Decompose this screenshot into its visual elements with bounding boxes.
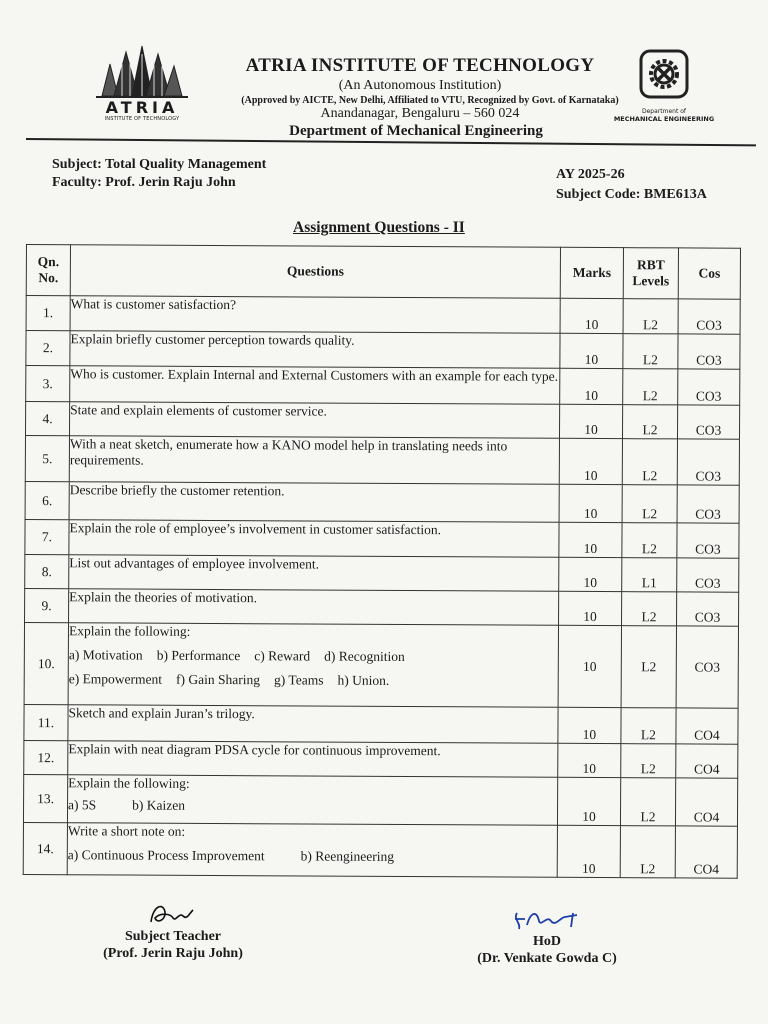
address-line: Anandanagar, Bengaluru – 560 024 bbox=[320, 106, 520, 121]
dept-logo-line1: Department of bbox=[642, 108, 686, 115]
table-row: 5. With a neat sketch, enumerate how a KANO model help in translating needs into requirements. 10 L2 CO3 bbox=[25, 436, 739, 486]
table-row: 7. Explain the role of employee’s involvement in customer satisfaction. 10 L2 CO3 bbox=[25, 519, 739, 558]
faculty-name: Faculty: Prof. Jerin Raju John bbox=[52, 175, 236, 190]
table-row: 11. Sketch and explain Juran’s trilogy. 10 L2 CO4 bbox=[24, 704, 738, 744]
options-line: a) Motivation b) Performance c) Reward d) Recognition bbox=[68, 647, 405, 664]
table-row: 8. List out advantages of employee involvement. 10 L1 CO3 bbox=[25, 554, 739, 592]
hod-label: HoD bbox=[533, 934, 561, 949]
logo-subtitle: INSTITUTE OF TECHNOLOGY bbox=[104, 116, 180, 122]
academic-year: AY 2025-26 bbox=[556, 167, 625, 182]
header-cos: Cos bbox=[678, 248, 740, 299]
gear-wrench-icon bbox=[638, 48, 690, 100]
table-row: 1. What is customer satisfaction? 10 L2 CO3 bbox=[26, 296, 740, 335]
building-icon bbox=[92, 44, 192, 100]
header-qn: Qn. No. bbox=[26, 245, 70, 296]
table-row: 13. Explain the following: a) 5S b) Kaizen 10 L2 CO4 bbox=[23, 774, 737, 826]
subject-teacher-label: Subject Teacher bbox=[124, 929, 222, 944]
teacher-signature bbox=[143, 898, 203, 928]
page-title: Assignment Questions - II bbox=[293, 219, 465, 236]
header-questions: Questions bbox=[70, 245, 560, 299]
hod-signature bbox=[507, 905, 587, 933]
institution-name: ATRIA INSTITUTE OF TECHNOLOGY bbox=[245, 55, 595, 76]
options-line: a) 5S b) Kaizen bbox=[68, 797, 186, 813]
table-row: 10. Explain the following: a) Motivation b) Performance c) Reward d) Recognition e) Empowerment f) Gain Sharing g) Teams h) Union. 10 L2 CO3 bbox=[24, 622, 738, 708]
atria-logo bbox=[92, 44, 192, 120]
table-header-row bbox=[26, 245, 740, 300]
autonomous-line: (An Autonomous Institution) bbox=[338, 78, 502, 93]
table-row: 4. State and explain elements of customer service. 10 L2 CO3 bbox=[25, 402, 739, 440]
subject-name: Subject: Total Quality Management bbox=[52, 157, 267, 172]
table-row: 14. Write a short note on: a) Continuous Process Improvement b) Reengineering 10 L2 CO4 bbox=[23, 822, 737, 878]
hod-name: (Dr. Venkate Gowda C) bbox=[477, 951, 617, 966]
approval-line: (Approved by AICTE, New Delhi, Affiliated to VTU, Recognized by Govt. of Karnataka) bbox=[241, 95, 619, 106]
table-row: 3. Who is customer. Explain Internal and External Customers with an example for each type. 10 L2 CO3 bbox=[26, 366, 740, 406]
year-block bbox=[556, 165, 707, 205]
subject-block bbox=[52, 156, 266, 192]
subject-code: Subject Code: BME613A bbox=[556, 187, 707, 202]
questions-table bbox=[23, 244, 741, 879]
institution-header bbox=[190, 55, 630, 140]
header-marks: Marks bbox=[560, 247, 623, 298]
options-line: a) Continuous Process Improvement b) Reengineering bbox=[67, 847, 395, 864]
subject-teacher-name: (Prof. Jerin Raju John) bbox=[103, 946, 243, 961]
dept-logo-line2: MECHANICAL ENGINEERING bbox=[613, 115, 715, 123]
table-row: 12. Explain with neat diagram PDSA cycle for continuous improvement. 10 L2 CO4 bbox=[24, 740, 738, 778]
table-row: 6. Describe briefly the customer retention. 10 L2 CO3 bbox=[25, 481, 739, 523]
logo-word: ATRIA bbox=[105, 98, 179, 117]
header-rbt: RBT Levels bbox=[623, 248, 678, 299]
table-row: 9. Explain the theories of motivation. 10 L2 CO3 bbox=[25, 588, 739, 626]
options-line: e) Empowerment f) Gain Sharing g) Teams h) Union. bbox=[68, 671, 390, 688]
department-logo bbox=[605, 48, 723, 123]
subject-teacher-signature-block bbox=[98, 898, 248, 962]
table-row: 2. Explain briefly customer perception towards quality. 10 L2 CO3 bbox=[26, 331, 740, 370]
department-line: Department of Mechanical Engineering bbox=[289, 123, 543, 139]
hod-signature-block bbox=[462, 905, 632, 967]
